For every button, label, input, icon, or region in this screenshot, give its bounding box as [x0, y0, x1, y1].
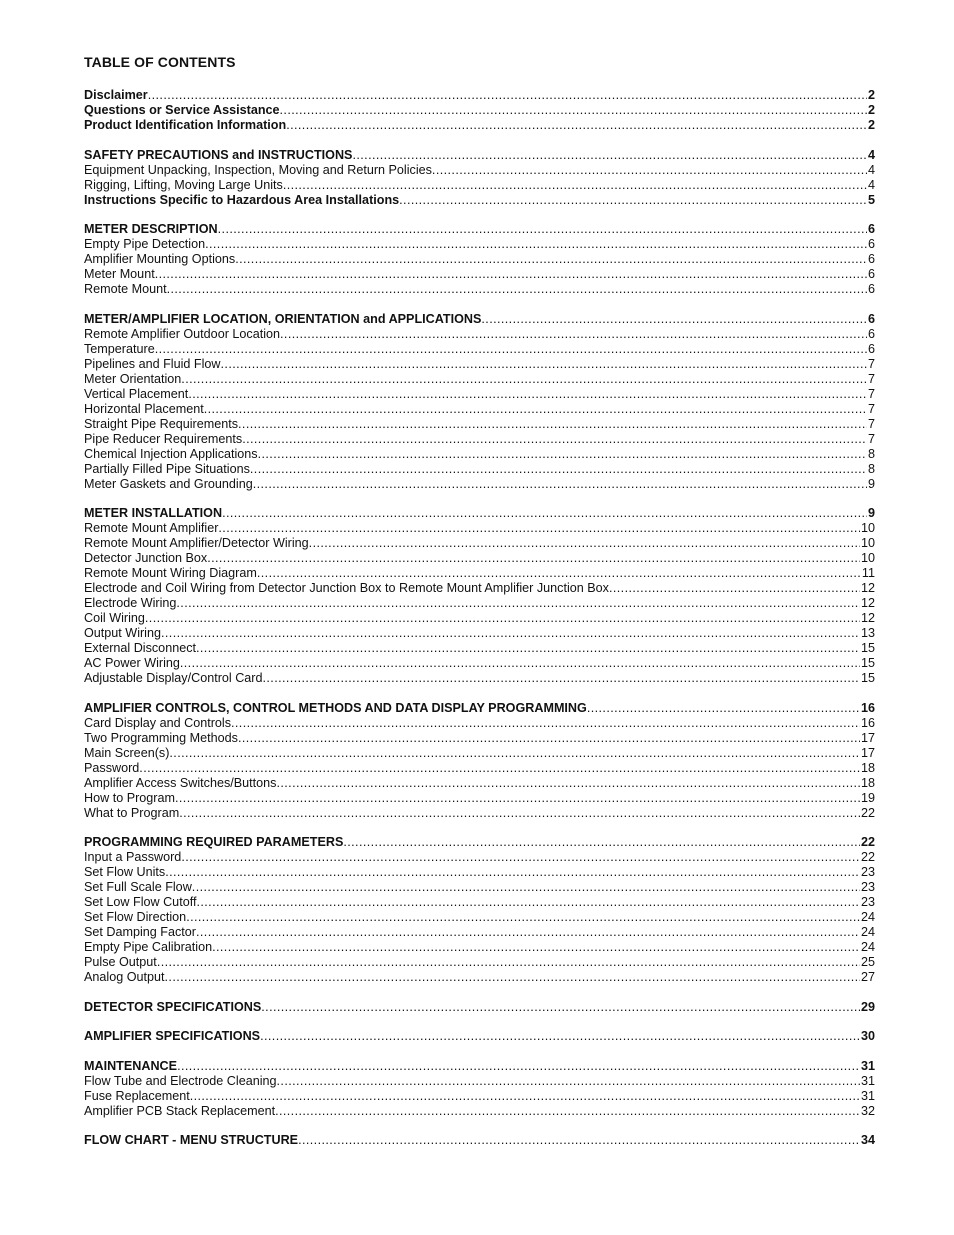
toc-dot-leader — [260, 1029, 860, 1044]
toc-page-number: 2 — [867, 103, 875, 117]
toc-heading-entry[interactable] — [84, 148, 875, 163]
toc-entry-label: Detector Junction Box — [84, 551, 208, 565]
toc-entry-label: Product Identification Information — [84, 118, 287, 132]
toc-entry[interactable] — [84, 641, 875, 656]
toc-page-number: 2 — [867, 118, 875, 132]
toc-section — [84, 506, 875, 686]
toc-entry[interactable] — [84, 596, 875, 611]
toc-entry-label: Set Damping Factor — [84, 925, 196, 939]
toc-page-number: 6 — [867, 237, 875, 251]
toc-entry-label: Vertical Placement — [84, 386, 189, 401]
toc-page-number: 31 — [860, 1088, 875, 1103]
toc-entry[interactable] — [84, 761, 875, 776]
toc-entry-label: External Disconnect — [84, 641, 196, 655]
toc-page-number: 4 — [867, 147, 875, 162]
toc-entry-label: Set Flow Direction — [84, 910, 187, 924]
toc-dot-leader — [196, 925, 860, 940]
toc-page-number: 4 — [867, 177, 875, 192]
toc-entry-label: Pipe Reducer Requirements — [84, 431, 243, 446]
toc-entry-label: MAINTENANCE — [84, 1058, 178, 1073]
toc-entry-label: Flow Tube and Electrode Cleaning — [84, 1073, 277, 1088]
toc-entry-label: Meter Mount — [84, 267, 155, 281]
toc-page-number: 7 — [867, 386, 875, 401]
toc-entry[interactable] — [84, 791, 875, 806]
toc-page-number: 23 — [860, 895, 875, 909]
toc-page-number: 15 — [860, 641, 875, 655]
toc-page-number: 10 — [860, 536, 875, 550]
toc-page-number: 34 — [860, 1133, 875, 1147]
toc-entry[interactable] — [84, 746, 875, 761]
toc-list — [84, 88, 875, 1148]
toc-entry-label: PROGRAMMING REQUIRED PARAMETERS — [84, 835, 344, 849]
toc-heading-entry[interactable] — [84, 222, 875, 237]
toc-page-number: 10 — [860, 521, 875, 535]
toc-section — [84, 1029, 875, 1044]
toc-entry-label: How to Program — [84, 790, 175, 805]
toc-page-number: 16 — [860, 700, 875, 715]
toc-page-number: 7 — [867, 416, 875, 431]
toc-page-number: 12 — [860, 581, 875, 595]
toc-page-number: 11 — [861, 566, 875, 580]
toc-dot-leader — [190, 1089, 860, 1104]
toc-page-number: 7 — [867, 356, 875, 371]
toc-dot-leader — [148, 88, 867, 103]
toc-page-number: 6 — [867, 252, 875, 266]
toc-entry[interactable] — [84, 387, 875, 402]
toc-entry[interactable] — [84, 267, 875, 282]
toc-entry-label: DETECTOR SPECIFICATIONS — [84, 999, 262, 1014]
toc-entry-label: AMPLIFIER CONTROLS, CONTROL METHODS AND DATA DISPLAY PROGRAMMING — [84, 700, 587, 715]
toc-entry-label: Electrode and Coil Wiring from Detector Junction Box to Remote Mount Amplifier Junction Box — [84, 581, 609, 595]
toc-heading-entry[interactable] — [84, 193, 875, 208]
toc-entry-label: Partially Filled Pipe Situations — [84, 461, 250, 476]
toc-page-number: 6 — [867, 267, 875, 281]
toc-dot-leader — [175, 791, 860, 806]
toc-heading-entry[interactable] — [84, 1029, 875, 1044]
toc-heading-entry[interactable] — [84, 88, 875, 103]
toc-entry-label: Remote Mount Amplifier — [84, 521, 219, 535]
toc-entry[interactable] — [84, 940, 875, 955]
toc-entry[interactable] — [84, 447, 875, 462]
toc-entry[interactable] — [84, 342, 875, 357]
toc-dot-leader — [263, 671, 860, 686]
toc-dot-leader — [286, 118, 867, 133]
toc-section — [84, 148, 875, 208]
toc-dot-leader — [222, 506, 867, 521]
toc-page-number: 31 — [860, 1073, 875, 1088]
toc-entry[interactable] — [84, 716, 875, 731]
toc-heading-entry[interactable] — [84, 1000, 875, 1015]
toc-dot-leader — [165, 970, 860, 985]
toc-page-number: 25 — [860, 955, 875, 969]
toc-entry-label: Two Programming Methods — [84, 730, 238, 745]
toc-dot-leader — [253, 477, 867, 492]
toc-page-number: 30 — [860, 1029, 875, 1043]
toc-page-number: 8 — [867, 461, 875, 476]
toc-entry[interactable] — [84, 237, 875, 252]
toc-page-number: 17 — [860, 745, 875, 760]
toc-entry[interactable] — [84, 925, 875, 940]
toc-dot-leader — [196, 895, 860, 910]
toc-dot-leader — [186, 910, 860, 925]
toc-page — [84, 54, 875, 1163]
toc-heading-entry[interactable] — [84, 1133, 875, 1148]
toc-section — [84, 835, 875, 985]
toc-entry-label: Set Full Scale Flow — [84, 880, 192, 894]
toc-dot-leader — [258, 447, 867, 462]
toc-entry-label: Meter Gaskets and Grounding — [84, 476, 253, 491]
toc-heading-entry[interactable] — [84, 835, 875, 850]
toc-dot-leader — [207, 551, 860, 566]
toc-page-number: 22 — [860, 805, 875, 820]
toc-entry[interactable] — [84, 178, 875, 193]
toc-entry-label: Electrode Wiring — [84, 596, 177, 610]
toc-dot-leader — [212, 940, 860, 955]
toc-dot-leader — [432, 163, 867, 178]
toc-entry-label: Adjustable Display/Control Card — [84, 671, 263, 685]
toc-page-number: 15 — [860, 656, 875, 670]
toc-page-number: 6 — [867, 326, 875, 341]
toc-dot-leader — [169, 746, 860, 761]
toc-dot-leader — [155, 267, 867, 282]
toc-page-number: 12 — [860, 596, 875, 610]
toc-entry[interactable] — [84, 850, 875, 865]
toc-entry-label: Main Screen(s) — [84, 745, 170, 760]
toc-entry-label: Fuse Replacement — [84, 1088, 190, 1103]
toc-dot-leader — [205, 237, 867, 252]
toc-heading-entry[interactable] — [84, 1059, 875, 1074]
toc-section — [84, 312, 875, 492]
toc-page-number: 23 — [860, 865, 875, 879]
toc-entry-label: Horizontal Placement — [84, 401, 204, 416]
toc-dot-leader — [238, 417, 867, 432]
toc-entry-label: Temperature — [84, 341, 155, 356]
toc-entry-label: What to Program — [84, 805, 180, 820]
toc-entry-label: Pulse Output — [84, 955, 157, 969]
toc-entry-label: Questions or Service Assistance — [84, 103, 280, 117]
toc-page-number: 6 — [867, 282, 875, 296]
toc-entry-label: Amplifier Mounting Options — [84, 252, 236, 266]
toc-dot-leader — [283, 178, 867, 193]
toc-dot-leader — [238, 731, 860, 746]
toc-entry[interactable] — [84, 282, 875, 297]
toc-dot-leader — [261, 1000, 860, 1015]
toc-entry-label: Remote Mount Wiring Diagram — [84, 566, 257, 580]
toc-entry-label: METER DESCRIPTION — [84, 222, 218, 236]
toc-dot-leader — [309, 536, 860, 551]
toc-entry[interactable] — [84, 372, 875, 387]
toc-heading-entry[interactable] — [84, 118, 875, 133]
toc-dot-leader — [161, 626, 860, 641]
toc-entry[interactable] — [84, 402, 875, 417]
toc-heading-entry[interactable] — [84, 701, 875, 716]
toc-dot-leader — [257, 566, 861, 581]
toc-dot-leader — [167, 282, 867, 297]
toc-page-number: 24 — [860, 910, 875, 924]
toc-page-number: 7 — [867, 401, 875, 416]
toc-page-number: 23 — [860, 880, 875, 894]
toc-heading-entry[interactable] — [84, 506, 875, 521]
toc-entry[interactable] — [84, 462, 875, 477]
toc-entry[interactable] — [84, 880, 875, 895]
toc-dot-leader — [176, 596, 860, 611]
toc-entry[interactable] — [84, 252, 875, 267]
toc-entry-label: Coil Wiring — [84, 611, 145, 625]
toc-page-number: 6 — [867, 222, 875, 236]
toc-dot-leader — [181, 372, 867, 387]
toc-dot-leader — [276, 776, 860, 791]
toc-entry[interactable] — [84, 970, 875, 985]
toc-page-number: 2 — [867, 88, 875, 102]
toc-page-number: 17 — [860, 730, 875, 745]
toc-page-number: 32 — [860, 1103, 875, 1118]
toc-dot-leader — [218, 222, 867, 237]
toc-page-number: 7 — [867, 431, 875, 446]
toc-entry-label: Analog Output — [84, 970, 165, 984]
toc-page-number: 16 — [860, 715, 875, 730]
toc-dot-leader — [179, 806, 860, 821]
toc-dot-leader — [196, 641, 860, 656]
toc-section — [84, 88, 875, 133]
toc-dot-leader — [275, 1104, 860, 1119]
toc-entry[interactable] — [84, 521, 875, 536]
toc-entry-label: Output Wiring — [84, 626, 161, 640]
toc-dot-leader — [231, 716, 860, 731]
toc-page-number: 18 — [860, 760, 875, 775]
toc-entry[interactable] — [84, 806, 875, 821]
toc-dot-leader — [242, 432, 867, 447]
toc-dot-leader — [181, 850, 860, 865]
toc-entry-label: Remote Mount Amplifier/Detector Wiring — [84, 536, 309, 550]
toc-entry[interactable] — [84, 776, 875, 791]
toc-page-number: 9 — [867, 476, 875, 491]
toc-entry-label: SAFETY PRECAUTIONS and INSTRUCTIONS — [84, 147, 353, 162]
toc-page-number: 15 — [860, 671, 875, 685]
toc-page-number: 18 — [860, 775, 875, 790]
toc-entry-label: Amplifier Access Switches/Buttons — [84, 775, 277, 790]
toc-dot-leader — [352, 148, 867, 163]
toc-entry-label: METER/AMPLIFIER LOCATION, ORIENTATION and APPLICATIONS — [84, 311, 482, 326]
toc-dot-leader — [277, 1074, 860, 1089]
toc-dot-leader — [609, 581, 860, 596]
toc-entry-label: Meter Orientation — [84, 371, 182, 386]
toc-section — [84, 1133, 875, 1148]
toc-entry[interactable] — [84, 865, 875, 880]
toc-entry-label: Empty Pipe Calibration — [84, 940, 213, 954]
toc-section — [84, 701, 875, 821]
toc-entry[interactable] — [84, 656, 875, 671]
toc-dot-leader — [587, 701, 860, 716]
toc-page-number: 6 — [867, 341, 875, 356]
toc-entry[interactable] — [84, 477, 875, 492]
toc-entry-label: Disclaimer — [84, 88, 148, 102]
toc-entry[interactable] — [84, 566, 875, 581]
toc-entry[interactable] — [84, 1104, 875, 1119]
toc-dot-leader — [221, 357, 867, 372]
toc-entry-label: METER INSTALLATION — [84, 506, 223, 520]
toc-entry-label: Straight Pipe Requirements — [84, 416, 239, 431]
toc-page-number: 29 — [860, 999, 875, 1014]
toc-entry[interactable] — [84, 955, 875, 970]
toc-dot-leader — [280, 327, 867, 342]
toc-page-number: 10 — [860, 551, 875, 565]
toc-page-number: 22 — [860, 850, 875, 864]
toc-dot-leader — [235, 252, 867, 267]
toc-entry[interactable] — [84, 731, 875, 746]
toc-entry-label: Chemical Injection Applications — [84, 446, 258, 461]
toc-entry[interactable] — [84, 417, 875, 432]
toc-page-number: 24 — [860, 925, 875, 939]
toc-entry-label: Remote Amplifier Outdoor Location — [84, 326, 281, 341]
toc-entry[interactable] — [84, 432, 875, 447]
toc-section — [84, 222, 875, 297]
toc-page-number: 24 — [860, 940, 875, 954]
toc-entry-label: FLOW CHART - MENU STRUCTURE — [84, 1133, 299, 1147]
toc-entry-label: Pipelines and Fluid Flow — [84, 356, 221, 371]
toc-entry-label: Set Low Flow Cutoff — [84, 895, 197, 909]
toc-entry[interactable] — [84, 611, 875, 626]
toc-entry[interactable] — [84, 551, 875, 566]
toc-dot-leader — [139, 761, 860, 776]
toc-entry-label: Empty Pipe Detection — [84, 237, 206, 251]
toc-entry[interactable] — [84, 536, 875, 551]
toc-entry-label: Amplifier PCB Stack Replacement — [84, 1103, 276, 1118]
toc-dot-leader — [481, 312, 867, 327]
toc-page-number: 12 — [860, 611, 875, 625]
toc-entry-label: Input a Password — [84, 850, 182, 864]
toc-page-number: 22 — [860, 835, 875, 849]
toc-dot-leader — [188, 387, 867, 402]
toc-dot-leader — [298, 1133, 860, 1148]
toc-dot-leader — [155, 342, 867, 357]
toc-page-number: 13 — [860, 626, 875, 640]
toc-dot-leader — [204, 402, 867, 417]
toc-dot-leader — [343, 835, 860, 850]
toc-entry-label: Rigging, Lifting, Moving Large Units — [84, 177, 283, 192]
toc-entry[interactable] — [84, 910, 875, 925]
toc-dot-leader — [180, 656, 860, 671]
toc-entry-label: AC Power Wiring — [84, 656, 180, 670]
toc-page-number: 7 — [867, 371, 875, 386]
toc-entry-label: Remote Mount — [84, 282, 167, 296]
toc-dot-leader — [177, 1059, 860, 1074]
toc-entry-label: Card Display and Controls — [84, 715, 231, 730]
toc-entry[interactable] — [84, 581, 875, 596]
toc-dot-leader — [399, 193, 867, 208]
toc-entry[interactable] — [84, 626, 875, 641]
toc-entry-label: Password — [84, 760, 140, 775]
toc-page-number: 4 — [867, 162, 875, 177]
toc-page-number: 5 — [867, 192, 875, 207]
toc-entry[interactable] — [84, 327, 875, 342]
toc-entry[interactable] — [84, 1089, 875, 1104]
toc-dot-leader — [218, 521, 860, 536]
toc-entry-label: Equipment Unpacking, Inspection, Moving and Return Policies — [84, 162, 432, 177]
toc-entry-label: Set Flow Units — [84, 865, 166, 879]
toc-heading-entry[interactable] — [84, 103, 875, 118]
toc-page-number: 9 — [867, 506, 875, 520]
toc-page-number: 31 — [860, 1058, 875, 1073]
toc-entry[interactable] — [84, 357, 875, 372]
toc-section — [84, 1000, 875, 1015]
toc-page-number: 6 — [867, 311, 875, 326]
toc-dot-leader — [250, 462, 867, 477]
toc-dot-leader — [145, 611, 860, 626]
toc-page-number: 8 — [867, 446, 875, 461]
toc-page-number: 19 — [860, 790, 875, 805]
page-title: TABLE OF CONTENTS — [84, 54, 236, 70]
toc-entry[interactable] — [84, 1074, 875, 1089]
toc-dot-leader — [192, 880, 860, 895]
toc-entry[interactable] — [84, 671, 875, 686]
toc-entry[interactable] — [84, 895, 875, 910]
toc-dot-leader — [157, 955, 860, 970]
toc-entry[interactable] — [84, 163, 875, 178]
toc-section — [84, 1059, 875, 1119]
toc-page-number: 27 — [860, 970, 875, 984]
toc-entry-label: Instructions Specific to Hazardous Area Installations — [84, 192, 400, 207]
toc-entry-label: AMPLIFIER SPECIFICATIONS — [84, 1029, 261, 1043]
toc-heading-entry[interactable] — [84, 312, 875, 327]
toc-dot-leader — [165, 865, 860, 880]
toc-dot-leader — [280, 103, 867, 118]
